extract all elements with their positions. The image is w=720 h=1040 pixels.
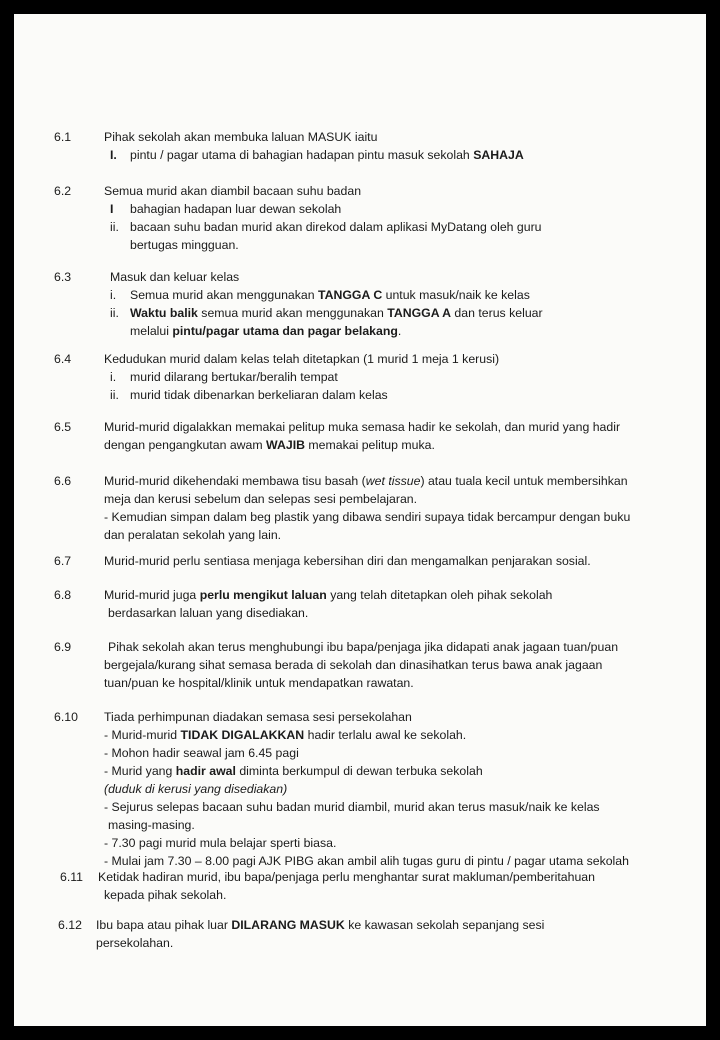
section-number: 6.8 <box>54 588 72 602</box>
paragraph-line: Ketidak hadiran murid, ibu bapa/penjaga perlu menghantar surat makluman/pemberitahuan <box>98 870 595 884</box>
section-number: 6.3 <box>54 270 72 284</box>
paragraph-line: tuan/puan ke hospital/klinik untuk mendapatkan rawatan. <box>104 676 414 690</box>
paragraph-line: - Kemudian simpan dalam beg plastik yang dibawa sendiri supaya tidak bercampur dengan buku <box>104 510 631 524</box>
section-number: 6.7 <box>54 554 72 568</box>
paragraph-line: - Murid yang hadir awal diminta berkumpul di dewan terbuka sekolah <box>104 764 483 778</box>
paragraph-line: kepada pihak sekolah. <box>104 888 227 902</box>
paragraph-line: masing-masing. <box>108 818 195 832</box>
paragraph-line: bergejala/kurang sihat semasa berada di sekolah dan dinasihatkan terus bawa anak jagaan <box>104 658 603 672</box>
list-item: I bahagian hadapan luar dewan sekolah <box>110 202 342 216</box>
section-number: 6.10 <box>54 710 78 724</box>
section-title: Kedudukan murid dalam kelas telah ditetapkan (1 murid 1 meja 1 kerusi) <box>104 352 500 366</box>
section-number: 6.11 <box>60 870 84 884</box>
section-number: 6.6 <box>54 474 72 488</box>
section-number: 6.4 <box>54 352 72 366</box>
list-item: ii. Waktu balik semua murid akan menggunakan TANGGA A dan terus keluar melalui pintu/pagar utama dan pagar belakang. <box>110 306 543 338</box>
list-item: ii. murid tidak dibenarkan berkeliaran dalam kelas <box>110 388 388 402</box>
paragraph-line: meja dan kerusi sebelum dan selepas sesi pembelajaran. <box>104 492 418 506</box>
section-number: 6.1 <box>54 130 72 144</box>
list-item: I. pintu / pagar utama di bahagian hadapan pintu masuk sekolah SAHAJA <box>110 148 524 162</box>
paragraph-line: - Sejurus selepas bacaan suhu badan murid diambil, murid akan terus masuk/naik ke kelas <box>104 800 600 814</box>
section-number: 6.5 <box>54 420 72 434</box>
paragraph-line: Murid-murid dikehendaki membawa tisu basah (wet tissue) atau tuala kecil untuk membersihkan <box>104 474 628 488</box>
section-title: Masuk dan keluar kelas <box>110 270 240 284</box>
section-title: Semua murid akan diambil bacaan suhu badan <box>104 184 362 198</box>
paragraph-line: (duduk di kerusi yang disediakan) <box>104 782 288 796</box>
paragraph-line: persekolahan. <box>96 936 174 950</box>
paragraph-line: Ibu bapa atau pihak luar DILARANG MASUK ke kawasan sekolah sepanjang sesi <box>96 918 545 932</box>
paragraph-line: - Murid-murid TIDAK DIGALAKKAN hadir terlalu awal ke sekolah. <box>104 728 467 742</box>
paragraph-line: - 7.30 pagi murid mula belajar sperti biasa. <box>104 836 337 850</box>
section-number: 6.12 <box>58 918 82 932</box>
paragraph-line: Murid-murid perlu sentiasa menjaga kebersihan diri dan mengamalkan penjarakan sosial. <box>104 554 591 568</box>
document-page <box>14 14 706 1026</box>
paragraph-line: Tiada perhimpunan diadakan semasa sesi persekolahan <box>104 710 412 724</box>
section-title: Pihak sekolah akan membuka laluan MASUK iaitu <box>104 130 378 144</box>
section-number: 6.9 <box>54 640 72 654</box>
paragraph-line: dan peralatan sekolah yang lain. <box>104 528 282 542</box>
paragraph-line: Pihak sekolah akan terus menghubungi ibu bapa/penjaga jika didapati anak jagaan tuan/puan <box>108 640 619 654</box>
list-item: ii. bacaan suhu badan murid akan direkod dalam aplikasi MyDatang oleh guru bertugas mingguan. <box>110 220 542 252</box>
section-number: 6.2 <box>54 184 72 198</box>
list-item: i. Semua murid akan menggunakan TANGGA C untuk masuk/naik ke kelas <box>110 288 530 302</box>
paragraph-line: Murid-murid juga perlu mengikut laluan yang telah ditetapkan oleh pihak sekolah <box>104 588 553 602</box>
paragraph-line: - Mulai jam 7.30 – 8.00 pagi AJK PIBG akan ambil alih tugas guru di pintu / pagar utama sekolah <box>104 854 629 868</box>
paragraph-line: berdasarkan laluan yang disediakan. <box>108 606 309 620</box>
paragraph-line: dengan pengangkutan awam WAJIB memakai pelitup muka. <box>104 438 435 452</box>
list-item: i. murid dilarang bertukar/beralih tempat <box>110 370 338 384</box>
paragraph-line: Murid-murid digalakkan memakai pelitup muka semasa hadir ke sekolah, dan murid yang hadir <box>104 420 621 434</box>
paragraph-line: - Mohon hadir seawal jam 6.45 pagi <box>104 746 299 760</box>
